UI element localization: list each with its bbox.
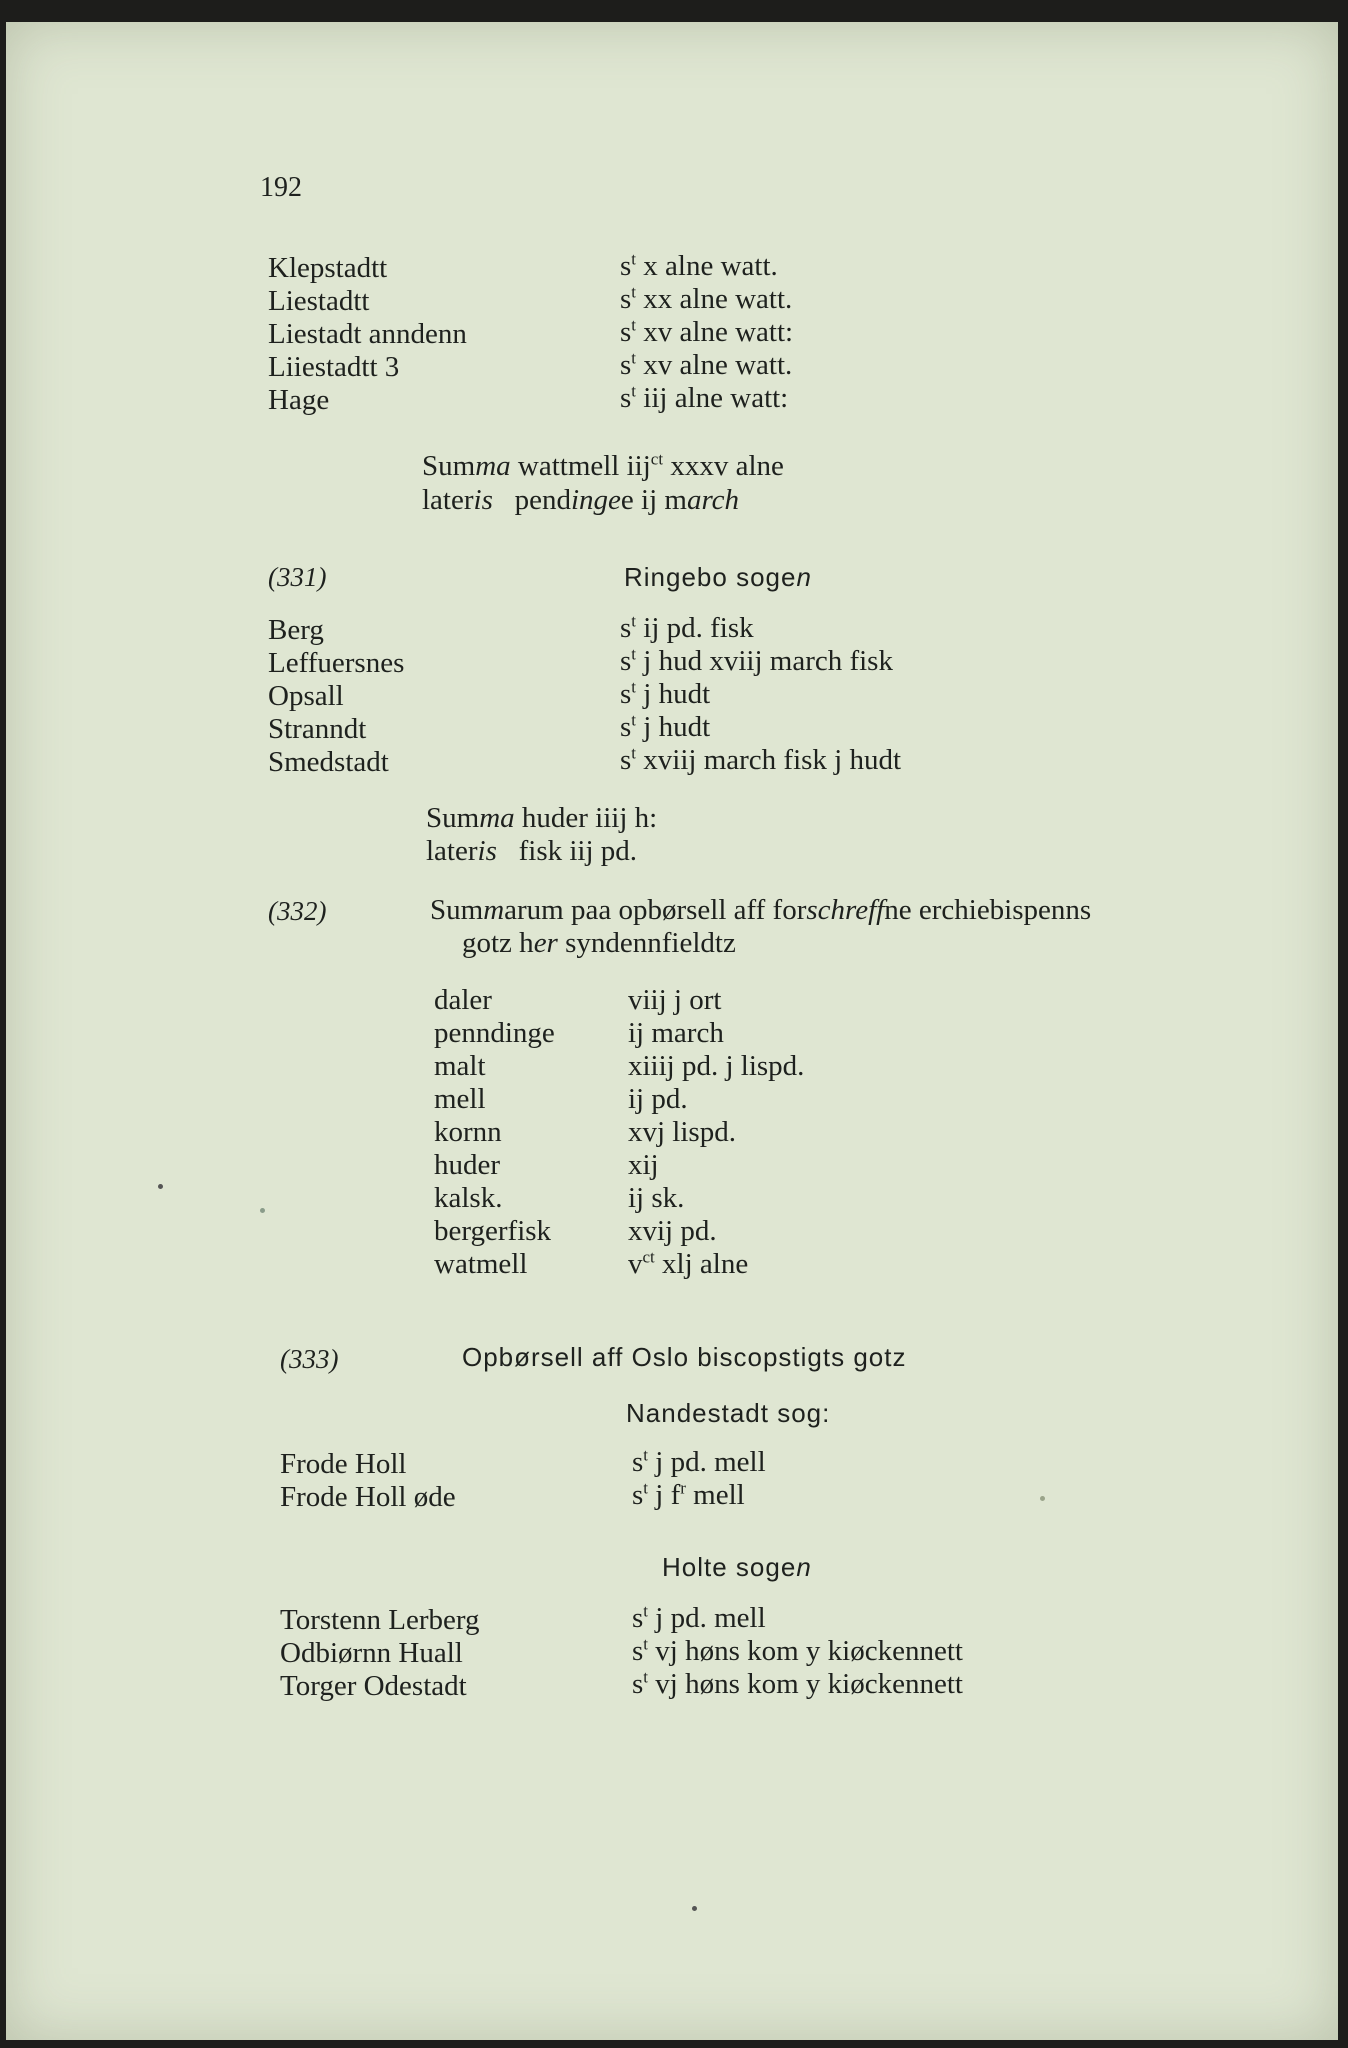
amount: $s^t$ j hudt [620, 677, 711, 710]
amount: $s^t$ iij alne watt: [620, 381, 789, 414]
summa-line: Summa huder iiij h: [426, 802, 658, 834]
item-name: daler [434, 984, 492, 1016]
amount: ij pd. [628, 1083, 688, 1115]
section-heading: Ringebo sogen [624, 562, 812, 592]
place-name: Torger Odestadt [280, 1670, 467, 1702]
amount: $s^t$ j hud xviij march fisk [620, 644, 893, 677]
place-name: Smedstadt [268, 746, 389, 778]
section-heading: Opbørsell aff Oslo biscopstigts gotz [462, 1342, 907, 1372]
place-name: Leffuersnes [268, 647, 405, 679]
section-number: (332) [268, 896, 327, 926]
place-name: Liestadtt [268, 285, 370, 317]
item-name: bergerfisk [434, 1215, 552, 1247]
amount: $s^t$ xv alne watt: [620, 315, 794, 348]
amount: viij j ort [628, 984, 722, 1016]
amount: $s^t$ j pd. mell [632, 1445, 766, 1478]
amount: $s^t$ x alne watt. [620, 249, 778, 282]
lateris-line: lateris pendingee ij march [422, 484, 740, 516]
parish-heading: Nandestadt sog: [626, 1398, 831, 1428]
section-number: (333) [280, 1344, 339, 1374]
amount: $s^t$ vj høns kom y kiøckennett [632, 1634, 963, 1667]
ink-speck [260, 1208, 265, 1213]
section-number: (331) [268, 562, 327, 592]
amount: $s^t$ vj høns kom y kiøckennett [632, 1667, 963, 1700]
page-number: 192 [260, 172, 302, 203]
ink-speck [158, 1184, 163, 1189]
place-name: Frode Holl øde [280, 1481, 456, 1513]
item-name: malt [434, 1050, 486, 1082]
place-name: Hage [268, 384, 330, 416]
amount: ij march [628, 1017, 724, 1049]
item-name: kalsk. [434, 1182, 503, 1214]
amount: $s^t$ j pd. mell [632, 1601, 766, 1634]
amount: ij sk. [628, 1182, 685, 1214]
amount: xiiij pd. j lispd. [628, 1050, 805, 1082]
place-name: Liestadt anndenn [268, 318, 467, 350]
summarum-line: Summarum paa opbørsell aff forschreffne erchiebispenns [430, 894, 1092, 926]
parish-heading: Holte sogen [662, 1552, 812, 1582]
amount: $v^{ct}$ xlj alne [628, 1247, 749, 1280]
place-name: Torstenn Lerberg [280, 1604, 480, 1636]
item-name: huder [434, 1149, 501, 1181]
summa-line: Summa wattmell iij$^{ct}$ xxxv alne [422, 449, 784, 482]
place-name: Liiestadtt 3 [268, 351, 400, 383]
amount: xvij pd. [628, 1215, 717, 1247]
place-name: Opsall [268, 680, 344, 712]
place-name: Odbiørnn Huall [280, 1637, 463, 1669]
amount: $s^t$ j hudt [620, 710, 711, 743]
place-name: Frode Holl [280, 1448, 407, 1480]
place-name: Stranndt [268, 713, 367, 745]
amount: $s^t$ xviij march fisk j hudt [620, 743, 902, 776]
amount: $s^t$ xv alne watt. [620, 348, 793, 381]
item-name: watmell [434, 1248, 528, 1280]
item-name: penndinge [434, 1017, 555, 1049]
amount: xvj lispd. [628, 1116, 736, 1148]
ink-speck [1040, 1496, 1045, 1501]
lateris-line: lateris fisk iij pd. [426, 835, 638, 867]
place-name: Berg [268, 614, 324, 646]
amount: xij [628, 1149, 659, 1181]
amount: $s^t$ xx alne watt. [620, 282, 793, 315]
place-name: Klepstadtt [268, 252, 388, 284]
document-page [6, 22, 1338, 2040]
summarum-line-cont: gotz her syndennfieldtz [462, 927, 736, 959]
amount: $s^t$ j $f^r$ mell [632, 1478, 745, 1511]
amount: $s^t$ ij pd. fisk [620, 611, 754, 644]
item-name: kornn [434, 1116, 502, 1148]
ink-speck [692, 1906, 697, 1911]
item-name: mell [434, 1083, 486, 1115]
